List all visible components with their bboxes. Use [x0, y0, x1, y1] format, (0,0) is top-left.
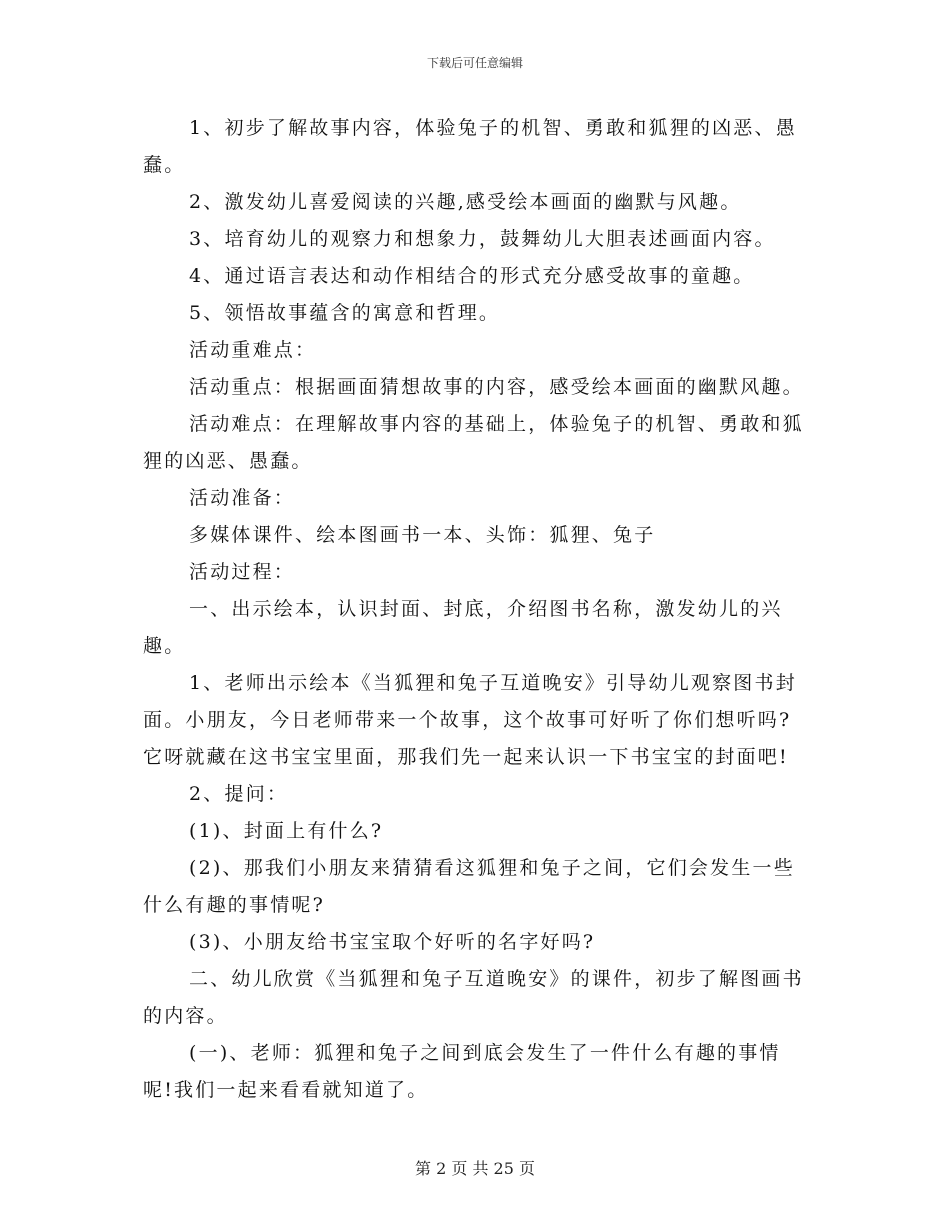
document-body: [143, 110, 808, 1109]
step-one-item-1: 1、老师出示绘本《当狐狸和兔子互道晚安》引导幼儿观察图书封面。小朋友，今日老师带来一个故事，这个故事可好听了你们想听吗?它呀就藏在这书宝宝里面，那我们先一起来认识一下书宝宝的封面吧!: [143, 672, 797, 768]
objective-2: 2、激发幼儿喜爱阅读的兴趣,感受绘本画面的幽默与风趣。: [189, 191, 742, 213]
step-two: 二、幼儿欣赏《当狐狸和兔子互道晚安》的课件，初步了解图画书的内容。: [143, 968, 804, 1027]
page-header: 下载后可任意编辑: [426, 56, 523, 70]
step-two-item-1: (一)、老师：狐狸和兔子之间到底会发生了一件什么有趣的事情呢!我们一起来看看就知道了。: [143, 1042, 781, 1101]
section-heading-process: 活动过程：: [189, 561, 296, 583]
page-footer: 第 2 页 共 25 页: [415, 1159, 535, 1178]
preparation-materials: 多媒体课件、绘本图画书一本、头饰：狐狸、兔子: [189, 524, 656, 546]
section-heading-preparation: 活动准备：: [189, 487, 296, 509]
question-3: (3)、小朋友给书宝宝取个好听的名字好吗?: [189, 931, 596, 953]
objective-4: 4、通过语言表达和动作相结合的形式充分感受故事的童趣。: [189, 265, 755, 287]
key-point: 活动重点：根据画面猜想故事的内容，感受绘本画面的幽默风趣。: [189, 376, 804, 398]
step-one: 一、出示绘本，认识封面、封底，介绍图书名称，激发幼儿的兴趣。: [143, 598, 783, 657]
objective-5: 5、领悟故事蕴含的寓意和哲理。: [189, 302, 501, 324]
objective-1: 1、初步了解故事内容，体验兔子的机智、勇敢和狐狸的凶恶、愚蠢。: [143, 117, 797, 176]
question-1: (1)、封面上有什么?: [189, 820, 384, 842]
step-one-item-2: 2、提问：: [189, 783, 289, 805]
section-heading-key-points: 活动重难点：: [189, 339, 317, 361]
difficult-point: 活动难点：在理解故事内容的基础上，体验兔子的机智、勇敢和狐狸的凶恶、愚蠢。: [143, 413, 804, 472]
objective-3: 3、培育幼儿的观察力和想象力，鼓舞幼儿大胆表述画面内容。: [189, 228, 776, 250]
question-2: (2)、那我们小朋友来猜猜看这狐狸和兔子之间，它们会发生一些什么有趣的事情呢?: [143, 857, 795, 916]
